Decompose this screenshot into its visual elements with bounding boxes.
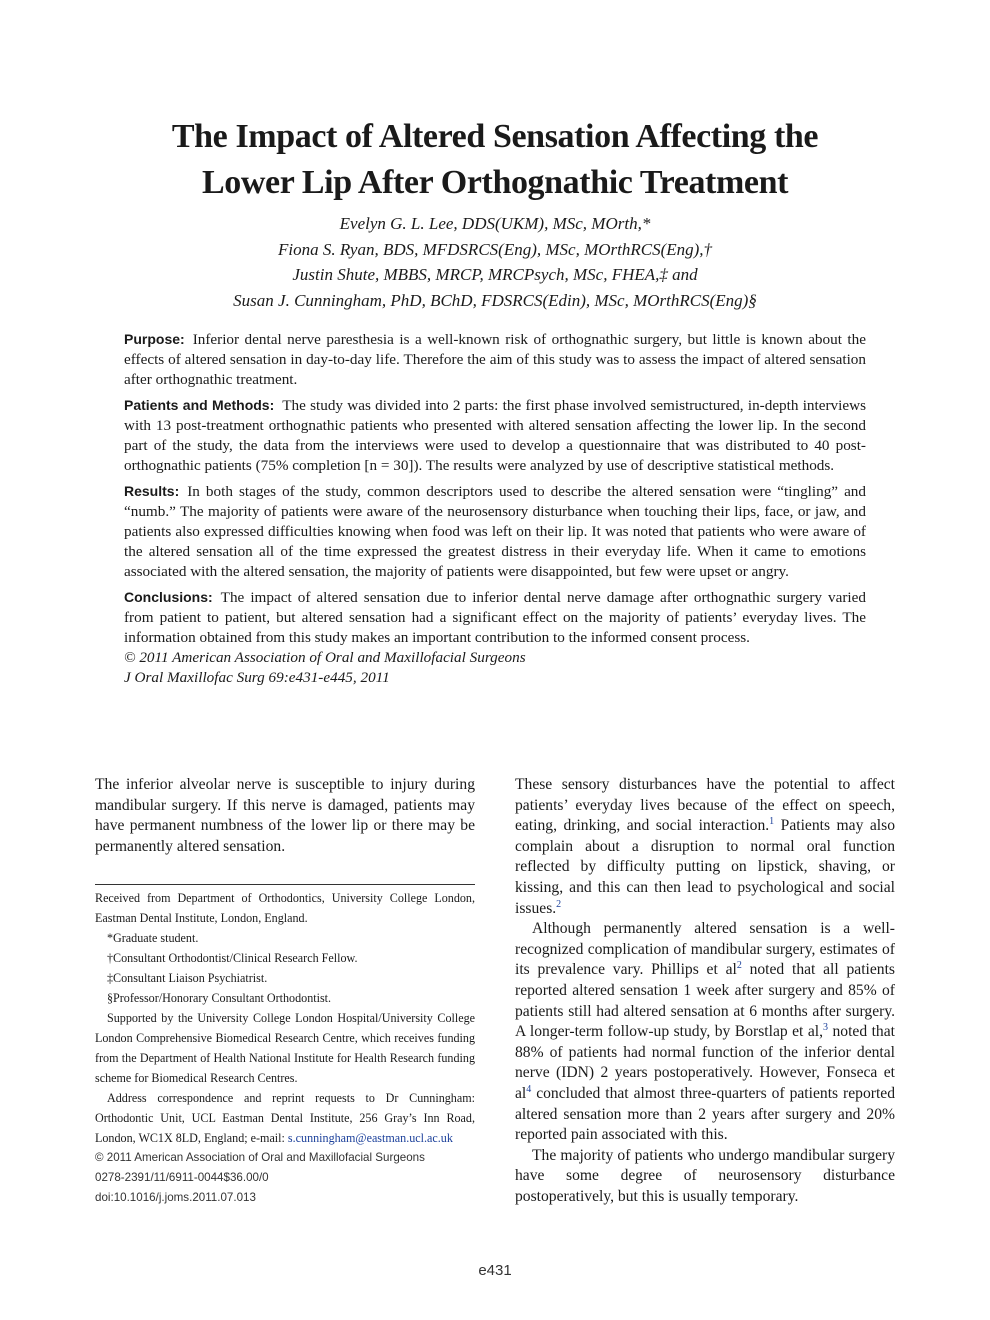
author-shute: Justin Shute, MBBS, MRCP, MRCPsych, MSc, FHEA,‡ and [292,265,698,284]
body-text-span: Patients may also complain about a disruption to normal oral function reflected by difficulty putting on lipstick, shaving, or kissing, and this can then lead to psychological and social issues. [515,817,895,917]
footnote-copyright: © 2011 American Association of Oral and Maxillofacial Surgeons [95,1151,425,1164]
body-paragraph-sensory [515,775,895,919]
author-list [95,211,895,313]
page-number: e431 [478,1262,512,1279]
body-paragraph-intro: The inferior alveolar nerve is susceptible to injury during mandibular surgery. If this nerve is damaged, patients may have permanent numbness of the lower lip or there may be permanently altered sensation. [95,776,475,855]
footnote-address [95,1088,475,1148]
footnote-issn: 0278-2391/11/6911-0044$36.00/0 [95,1171,269,1184]
footnotes [95,888,475,1208]
footnote-professor: §Professor/Honorary Consultant Orthodontist. [107,991,332,1005]
abstract-conclusions-heading: Conclusions: [124,589,213,605]
reference-link-4[interactable]: 4 [526,1083,532,1095]
footnote-support: Supported by the University College London Hospital/University College London Comprehensive Biomedical Research Centre, which receives funding from the Department of Health National Institute for Health Research funding scheme for Biomedical Research Centres. [95,1011,475,1085]
reference-link-2[interactable]: 2 [556,898,562,910]
body-text-span: Although permanently altered sensation is a well-recognized complication of mandibular surgery, estimates of its prevalence vary. Phillips et al [515,920,895,979]
body-paragraph-prevalence [515,919,895,1146]
abstract-results-heading: Results: [124,483,180,499]
abstract-purpose-heading: Purpose: [124,331,185,347]
abstract-copyright: © 2011 American Association of Oral and Maxillofacial Surgeons [124,649,526,666]
footnote-liaison-psychiatrist: ‡Consultant Liaison Psychiatrist. [107,971,268,985]
author-lee: Evelyn G. L. Lee, DDS(UKM), MSc, MOrth,* [339,214,651,233]
author-ryan: Fiona S. Ryan, BDS, MFDSRCS(Eng), MSc, MOrthRCS(Eng),† [277,239,713,259]
abstract-conclusions [124,587,866,648]
reference-link-2b[interactable]: 2 [736,960,742,972]
footnote-address-text: Address correspondence and reprint requests to Dr Cunningham: Orthodontic Unit, UCL Eastman Dental Institute, 256 Gray’s Inn Road, London, WC1X 8LD, England; e-mail: [95,1091,475,1145]
abstract-methods [124,395,866,476]
body-text-span: noted that all patients reported altered sensation 1 week after surgery and 85% of patients still had altered sensation at 6 months after surgery. A longer-term follow-up study, by Borstlap et al, [515,961,895,1041]
footnote-received: Received from Department of Orthodontics, University College London, Eastman Dental Institute, London, England. [95,891,475,925]
article-title [95,114,895,206]
body-text-span: noted that 88% of patients had normal function of the inferior dental nerve (IDN) 2 years postoperatively. However, Fonseca et al [515,1023,895,1102]
body-column-left [95,775,475,857]
abstract-purpose [124,329,866,390]
abstract-results [124,481,866,582]
footnote-consultant-orthodontist: †Consultant Orthodontist/Clinical Research Fellow. [107,951,358,965]
footnote-graduate: *Graduate student. [107,931,199,945]
footnote-doi[interactable]: doi:10.1016/j.joms.2011.07.013 [95,1191,256,1204]
abstract-purpose-text: Inferior dental nerve paresthesia is a well-known risk of orthognathic surgery, but little is known about the effects of altered sensation in day-to-day life. Therefore the aim of this study was to assess the impact of altered sensation after orthognathic treatment. [124,331,866,388]
title-line-1: The Impact of Altered Sensation Affecting the [171,118,819,155]
footnote-divider [95,884,475,885]
abstract-results-text: In both stages of the study, common descriptors used to describe the altered sensation were “tingling” and “numb.” The majority of patients were aware of the neurosensory disturbance when touching their lips, face, or jaw, and patients also expressed difficulties knowing when food was left on their lip. It was noted that patients who were aware of the altered sensation all of the time expressed the greatest distress in their everyday life. When it came to emotions associated with the altered sensation, the majority of patients were disappointed, but few were upset or angry. [124,483,866,580]
body-paragraph-majority: The majority of patients who undergo mandibular surgery have some degree of neurosensory disturbance postoperatively, but this is usually temporary. [515,1146,895,1205]
abstract-citation: J Oral Maxillofac Surg 69:e431-e445, 2011 [124,669,390,686]
author-cunningham: Susan J. Cunningham, PhD, BChD, FDSRCS(Edin), MSc, MOrthRCS(Eng)§ [233,290,757,310]
reference-link-1[interactable]: 1 [769,816,775,827]
body-text-span: These sensory disturbances have the potential to affect patients’ everyday lives because of the effect on speech, eating, drinking, and social interaction. [515,776,895,835]
body-text-span: concluded that almost three-quarters of patients reported altered sensation more than 2 years after surgery and 20% reported pain associated with this. [515,1084,895,1144]
abstract-conclusions-text: The impact of altered sensation due to inferior dental nerve damage after orthognathic surgery varied from patient to patient, but altered sensation had a significant effect on the majority of patients’ everyday lives. The information obtained from this study makes an important contribution to the informed consent process. [124,589,866,646]
body-column-right [515,775,895,1207]
email-link[interactable]: s.cunningham@eastman.ucl.ac.uk [287,1131,453,1145]
title-line-2: Lower Lip After Orthognathic Treatment [201,164,789,201]
abstract-methods-text: The study was divided into 2 parts: the first phase involved semistructured, in-depth interviews with 13 post-treatment orthognathic patients who presented with altered sensation affecting the lower lip. In the second part of the study, the data from the interviews were used to develop a questionnaire that was distributed to 40 post-orthognathic patients (75% completion [n = 30]). The results were analyzed by use of descriptive statistical methods. [124,397,866,474]
abstract-methods-heading: Patients and Methods: [124,397,275,413]
reference-link-3[interactable]: 3 [823,1021,829,1033]
abstract [124,329,866,688]
